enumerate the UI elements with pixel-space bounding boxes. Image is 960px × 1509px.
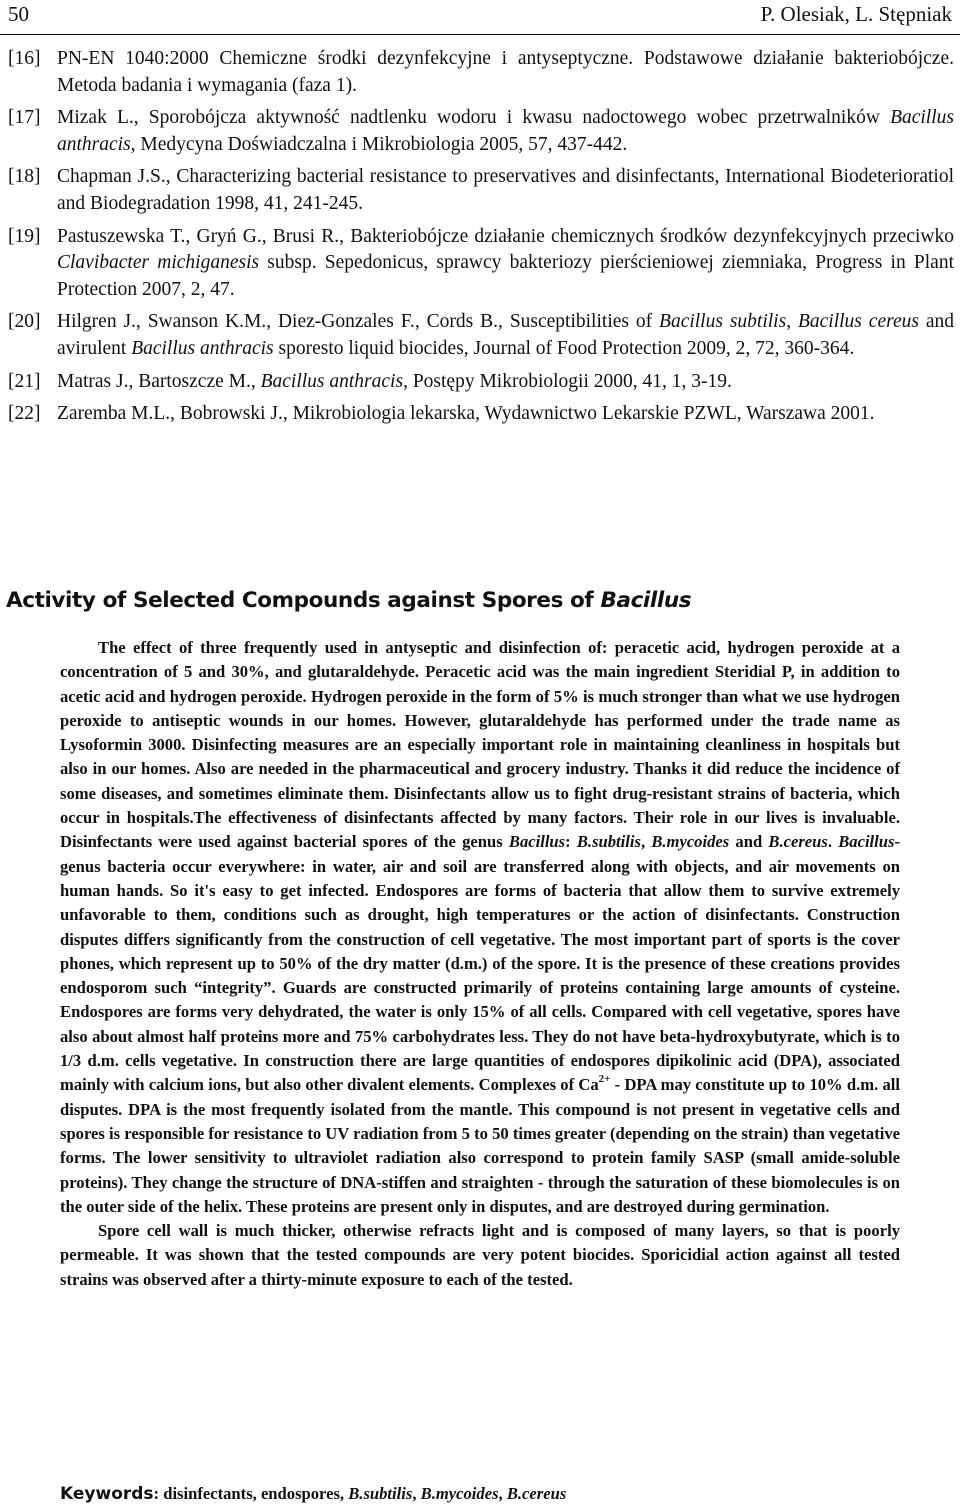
abstract-text-segment: B.cereus xyxy=(768,832,828,852)
abstract-text-segment: -genus bacteria occur everywhere: in water, air and soil are transferred along with objects, and air movements on human hands. So it's easy to get infected. Endospores are forms of bacteria that allow them to survive extremely unfavorable to them, conditions such as drought, high temperatures or the action of disinfectants. Construction disputes differs significantly from the construction of cell vegetative. The most important part of sports is the cover phones, which represent up to 50% of the dry matter (d.m.) of the spore. It is the presence of these creations provides endosporom such “integrity”. Guards are constructed primarily of proteins containing large amounts of cysteine. Endospores are forms very dehydrated, the water is only 15% of all cells. Compared with cell vegetative, spores have also about almost half proteins more and 75% carbohydrates less. They do not have beta-hydroxybutyrate, which is to 1/3 d.m. cells vegetative. In construction there are large quantities of endospores dipikolinic acid (DPA), associated mainly with calcium ions, but also other divalent elements. Complexes of Ca xyxy=(60,832,900,1095)
reference-text xyxy=(57,224,954,304)
abstract-text-segment: and xyxy=(729,832,769,852)
reference-text-segment: Bacillus cereus xyxy=(797,311,919,333)
abstract-text-segment: - DPA may constitute up to 10% d.m. all disputes. DPA is the most frequently isolated from the mantle. This compound is not present in vegetative cells and spores is responsible for resistance to UV radiation from 5 to 50 times greater (depending on the strain) than vegetative forms. The lower sensitivity to ultraviolet radiation also correspond to protein family SASP (small amide-soluble proteins). They change the structure of DNA-stiffen and straighten - through the saturation of these biomolecules is on the outer side of the helix. These proteins are present only in disputes, and are destroyed during germination. xyxy=(60,1075,900,1216)
reference-item xyxy=(8,309,954,362)
reference-item xyxy=(8,46,954,99)
reference-text xyxy=(57,369,954,396)
abstract-text-segment: 2+ xyxy=(598,1072,611,1085)
reference-number: [19] xyxy=(8,225,41,247)
reference-list xyxy=(8,46,954,434)
reference-text-segment: , Medycyna Doświadczalna i Mikrobiologia 2005, 57, 437-442. xyxy=(130,133,628,155)
abstract-text-segment: The effect of three frequently used in antyseptic and disinfection of: peracetic acid, hydrogen peroxide at a concentration of 5 and 30%, and glutaraldehyde. Peracetic acid was the main ingredient Steridial P, in addition to acetic acid and hydrogen peroxide. Hydrogen peroxide in the form of 5% is much stronger than what we use hydrogen peroxide to antiseptic wounds in our homes. However, glutaraldehyde has performed under the trade name as Lysoformin 3000. Disinfecting measures are an especially important role in maintaining cleanliness in hospitals but also in our homes. Also are needed in the pharmaceutical and grocery industry. Thanks it did reduce the incidence of some diseases, and sometimes eliminate them. Disinfectants allow us to fight drug-resistant strains of bacteria, which occur in hospitals.The effectiveness of disinfectants affected by many factors. Their role in our lives is invaluable. Disinfectants were used against bacterial spores of the genus xyxy=(60,638,900,852)
reference-item xyxy=(8,369,954,396)
reference-text-segment: Bacillus anthracis xyxy=(131,337,274,359)
reference-text-segment: Zaremba M.L., Bobrowski J., Mikrobiologia lekarska, Wydawnictwo Lekarskie PZWL, Warszawa 2001. xyxy=(57,403,875,425)
reference-text-segment: subsp. Sepedonicus, sprawcy bakteriozy pierścieniowej ziemniaka, Progress in Plant Protection 2007, 2, 47. xyxy=(57,252,954,300)
reference-text xyxy=(57,46,954,99)
keywords-text-segment: , xyxy=(498,1484,507,1503)
keywords-label: Keywords xyxy=(60,1484,154,1504)
running-authors: P. Olesiak, L. Stępniak xyxy=(760,2,952,26)
reference-text-segment: , Postępy Mikrobiologii 2000, 41, 1, 3-19. xyxy=(403,370,732,392)
abstract-text-segment: , xyxy=(640,832,652,852)
abstract xyxy=(60,636,900,1292)
reference-item xyxy=(8,224,954,304)
reference-item xyxy=(8,164,954,217)
keywords-list xyxy=(154,1484,567,1503)
running-header xyxy=(8,2,952,30)
page-number: 50 xyxy=(8,2,29,26)
reference-number: [16] xyxy=(8,48,41,69)
reference-text-segment: Clavibacter michiganesis xyxy=(57,252,260,274)
abstract-text-segment: Bacillus xyxy=(508,832,566,852)
reference-text-segment: , xyxy=(786,311,798,333)
keywords-text-segment: B.mycoides xyxy=(420,1484,499,1503)
reference-item xyxy=(8,105,954,158)
abstract-title-main: Activity of Selected Compounds against Spores of xyxy=(6,588,601,613)
abstract-text-segment: : xyxy=(565,832,577,852)
reference-text xyxy=(57,105,954,158)
reference-number: [17] xyxy=(8,107,41,129)
reference-text-segment: and avirulent xyxy=(57,311,955,359)
abstract-text-segment: Bacillus xyxy=(838,832,895,852)
abstract-paragraph-2: Spore cell wall is much thicker, otherwise refracts light and is composed of many layers, so that is poorly permeable. It was shown that the tested compounds are very potent biocides. Sporicidial action against all tested strains was observed after a thirty-minute exposure to each of the tested. xyxy=(60,1221,900,1289)
reference-text-segment: Mizak L., Sporobójcza aktywność nadtlenku wodoru i kwasu nadoctowego wobec przetrwalników xyxy=(57,107,891,129)
abstract-text-segment: B.mycoides xyxy=(651,832,730,852)
reference-text xyxy=(57,401,954,428)
reference-text-segment: Chapman J.S., Characterizing bacterial resistance to preservatives and disinfectants, International Biodeterioratiol and Biodegradation 1998, 41, 241-245. xyxy=(57,166,954,214)
abstract-text-segment: . xyxy=(827,832,839,852)
keywords-text-segment: B.cereus xyxy=(506,1484,567,1503)
reference-text-segment: Bacillus anthracis xyxy=(57,107,954,155)
reference-number: [22] xyxy=(8,403,41,425)
keywords-text-segment: : disinfectants, endospores, xyxy=(153,1484,349,1503)
abstract-paragraph-1 xyxy=(60,636,900,1219)
abstract-title xyxy=(6,588,946,613)
keywords-text-segment: B.subtilis xyxy=(348,1484,413,1503)
keywords xyxy=(60,1484,940,1504)
abstract-text-segment: B.subtilis xyxy=(576,832,641,852)
reference-text-segment: Bacillus subtilis xyxy=(659,311,787,333)
abstract-title-italic: Bacillus xyxy=(600,588,692,613)
header-rule xyxy=(0,34,960,35)
reference-number: [20] xyxy=(8,311,41,333)
reference-text-segment: Matras J., Bartoszcze M., xyxy=(57,370,261,392)
reference-number: [21] xyxy=(8,370,41,392)
reference-item xyxy=(8,401,954,428)
reference-text-segment: Pastuszewska T., Gryń G., Brusi R., Bakteriobójcze działanie chemicznych środków dezynfekcyjnych przeciwko xyxy=(57,225,954,247)
reference-text-segment: sporesto liquid biocides, Journal of Food Protection 2009, 2, 72, 360-364. xyxy=(273,337,855,359)
keywords-text-segment: , xyxy=(412,1484,421,1503)
reference-text xyxy=(57,309,954,362)
reference-text xyxy=(57,164,954,217)
reference-text-segment: Bacillus anthracis xyxy=(260,370,404,392)
reference-text-segment: PN-EN 1040:2000 Chemiczne środki dezynfekcyjne i antyseptyczne. Podstawowe działanie bakteriobójcze. Metoda badania i wymagania (faza 1). xyxy=(57,48,954,96)
reference-text-segment: Hilgren J., Swanson K.M., Diez-Gonzales F., Cords B., Susceptibilities of xyxy=(57,311,660,333)
reference-number: [18] xyxy=(8,166,41,188)
